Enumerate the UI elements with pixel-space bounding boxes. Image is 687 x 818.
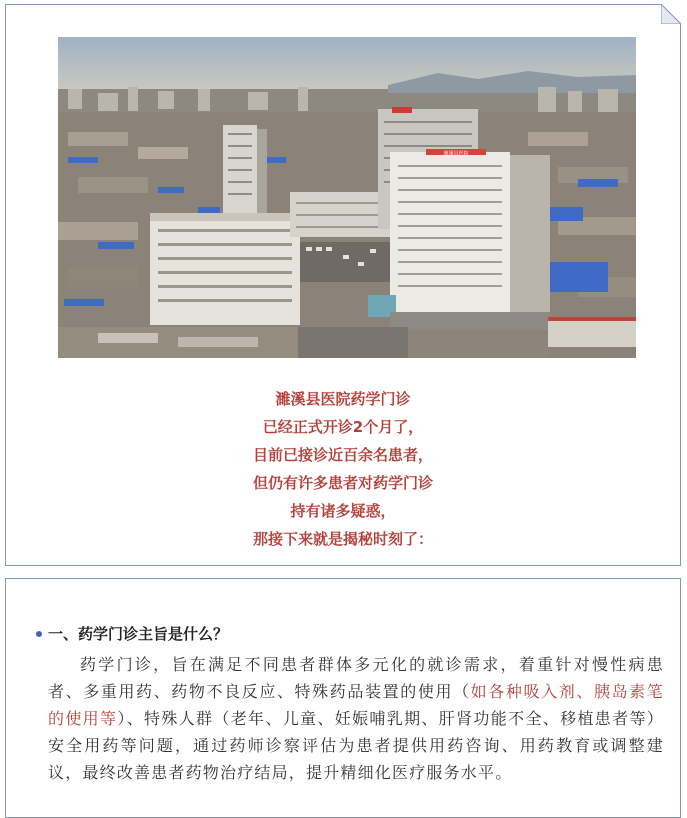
- bullet-dot-icon: [36, 631, 42, 637]
- caption-line: 濉溪县医院药学门诊: [275, 390, 411, 408]
- section-heading: [36, 623, 228, 644]
- section-heading-text: 一、药学门诊主旨是什么？: [48, 625, 229, 643]
- caption-line: 已经正式开诊2个月了，: [262, 418, 424, 436]
- section-card: [5, 578, 681, 818]
- rooftop-sign-text: 潍溪县医院: [443, 151, 469, 157]
- page-fold-icon: [661, 4, 681, 24]
- paragraph-highlight: 如各种吸入剂、胰岛素笔的使用等: [48, 682, 664, 728]
- caption-line: 那接下来就是揭秘时刻了：: [252, 530, 433, 548]
- paragraph-text-part2: ）、特殊人群（老年、儿童、妊娠哺乳期、肝肾功能不全、移植患者等）安全用药等问题，通过药师诊察评估为患者提供用药咨询、用药教育或调整建议，最终改善患者药物治疗结局，提升精细化医疗服务水平。: [48, 709, 664, 782]
- caption-line: 目前已接诊近百余名患者，: [252, 446, 433, 464]
- intro-caption: [6, 385, 680, 553]
- hospital-photo: [58, 37, 636, 358]
- intro-card: [5, 4, 681, 566]
- section-paragraph: [48, 651, 664, 786]
- caption-line: 持有诸多疑惑，: [290, 502, 396, 520]
- caption-line: 但仍有许多患者对药学门诊: [252, 474, 433, 492]
- paragraph-text-part1: 药学门诊，旨在满足不同患者群体多元化的就诊需求，着重针对慢性病患者、多重用药、药物不良反应、特殊药品装置的使用（: [48, 655, 664, 701]
